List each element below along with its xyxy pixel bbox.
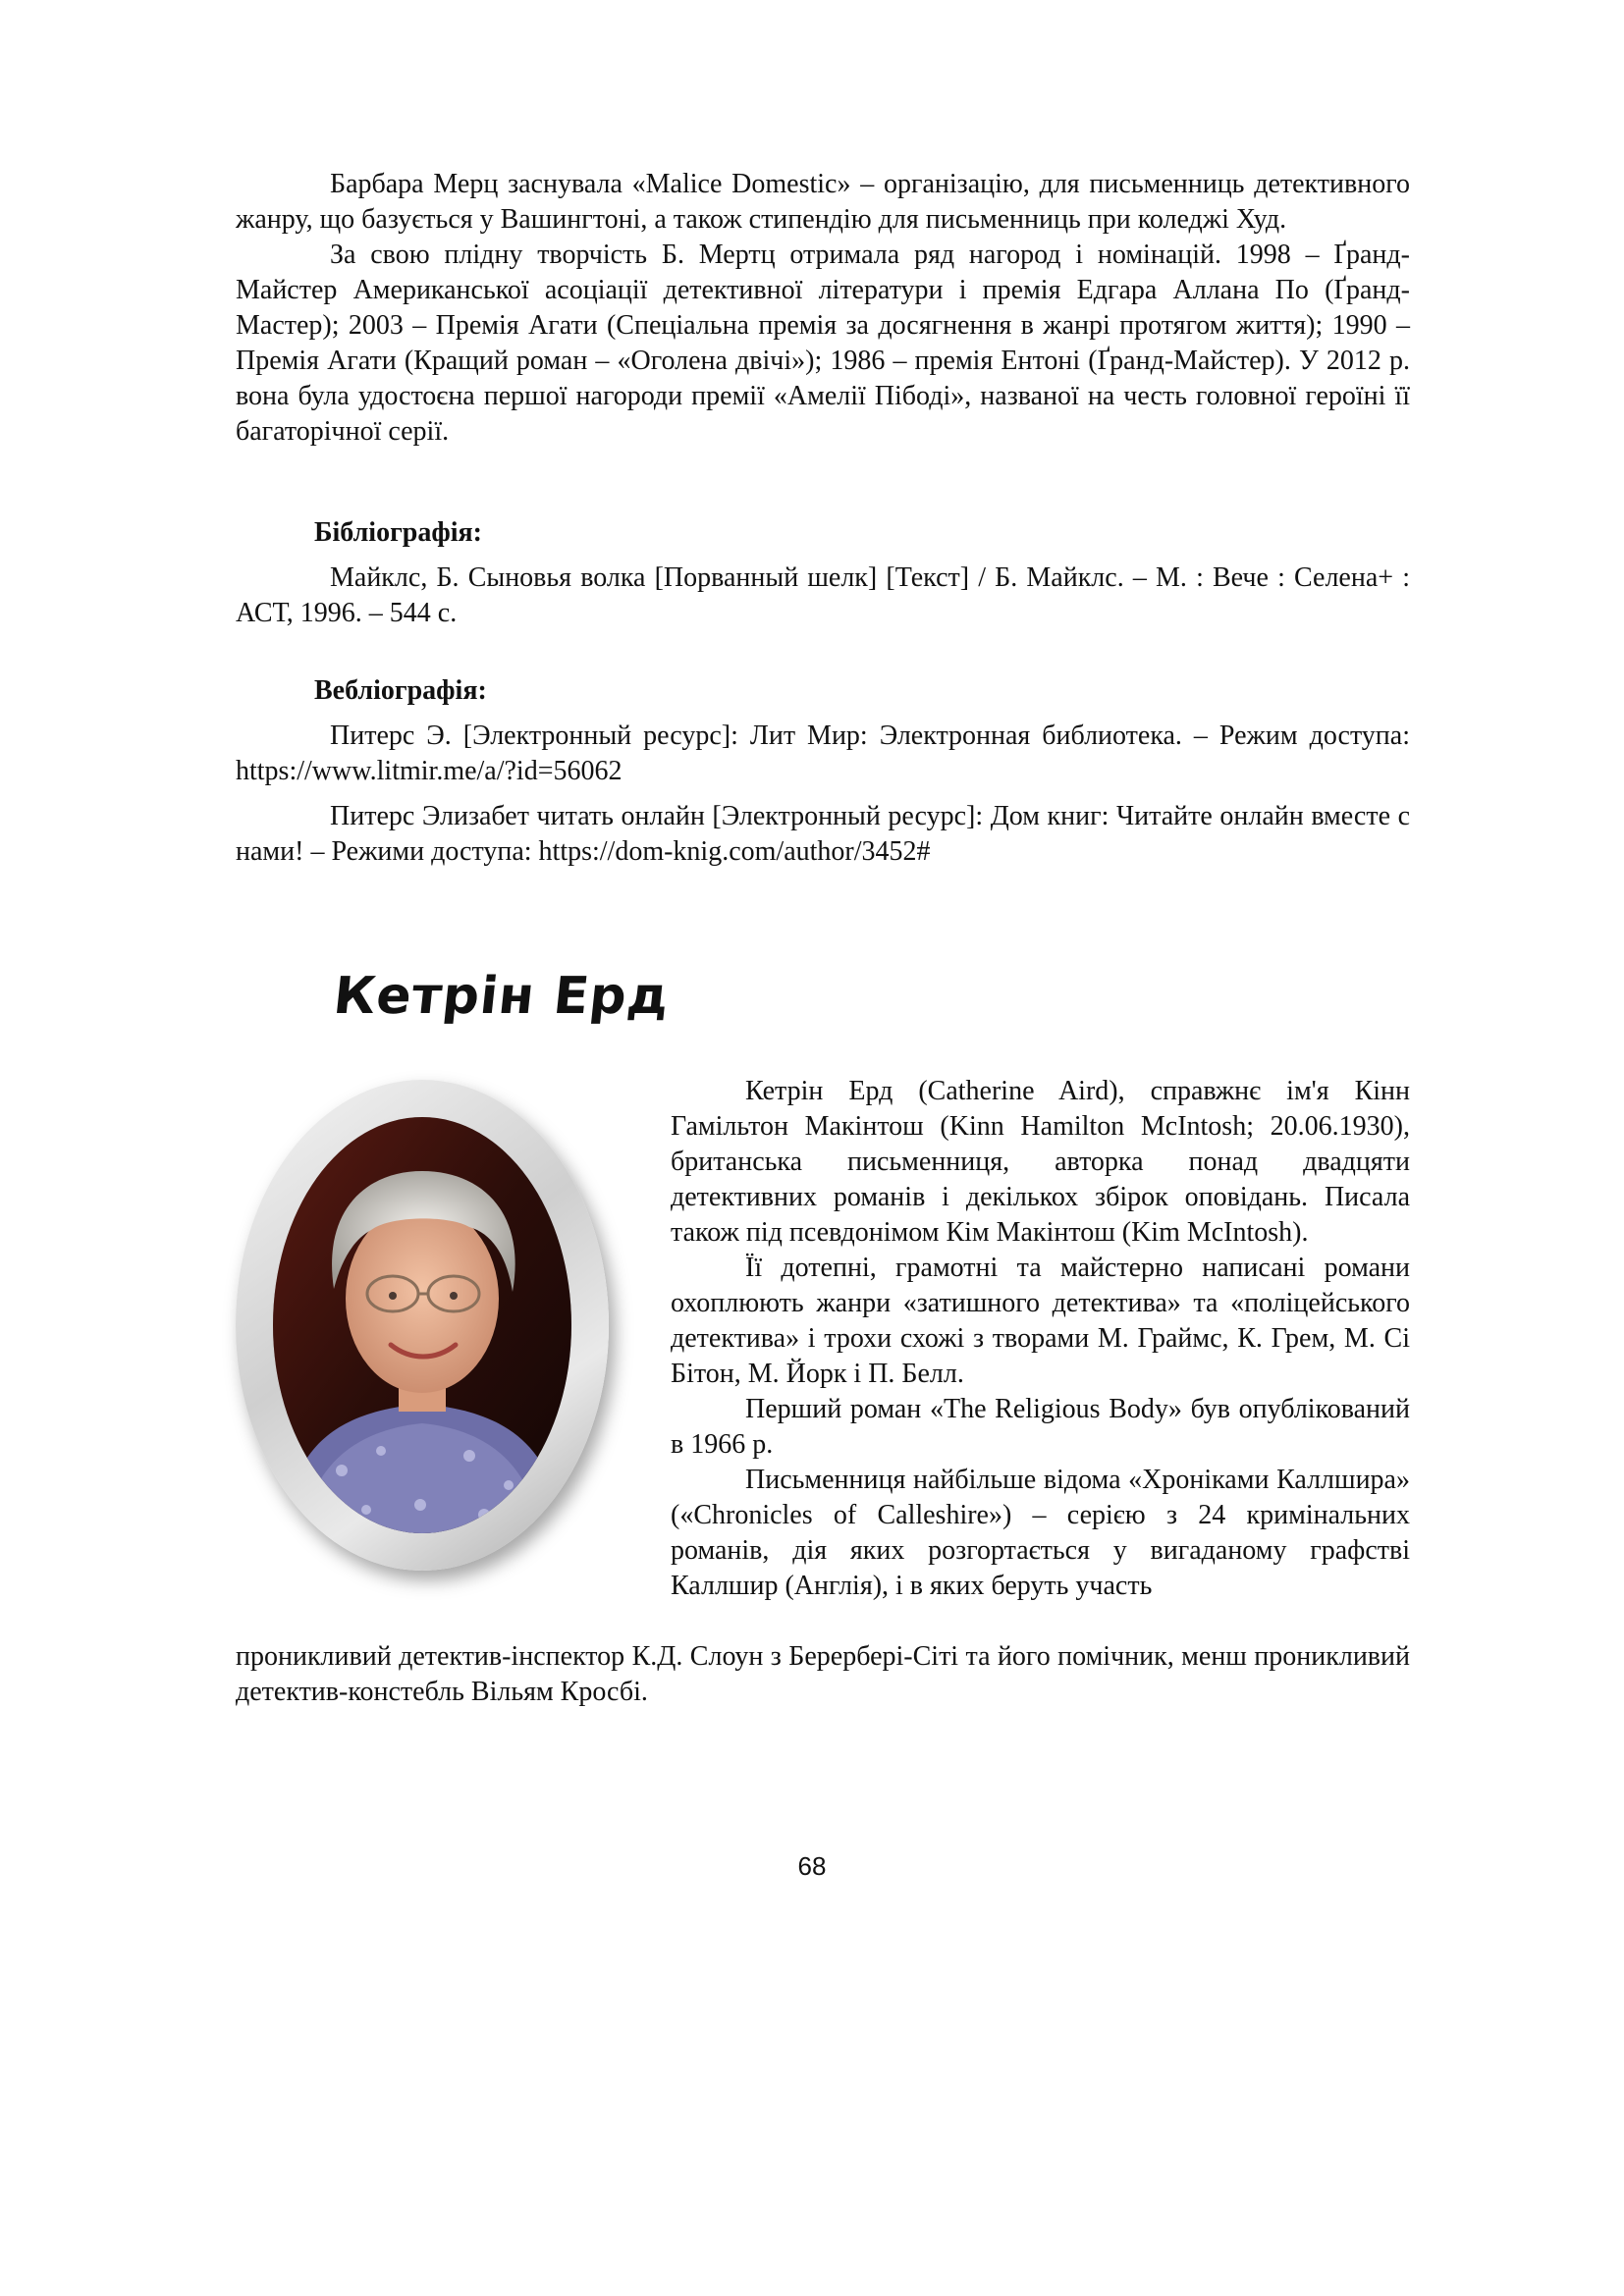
bio-continuation: [236, 1639, 1410, 1710]
paragraph-malice-domestic: Барбара Мерц заснувала «Malice Domestic» – організацію, для письменниць детективного жанру, що базується у Вашингтоні, а також стипендію для письменниць при коледжі Худ.: [236, 169, 1410, 235]
author-bio-wrapped-text: [671, 1074, 1410, 1604]
webliography-heading: Вебліографія:: [314, 675, 487, 706]
paragraph-awards: За свою плідну творчість Б. Мертц отримала ряд нагород і номінацій. 1998 – Ґранд-Майстер Американської асоціації детективної літератури і премія Едгара Аллана По (Ґранд-Мастер); 2003 – Премія Агати (Спеціальна премія за досягнення в жанрі протягом життя); 1990 – Премія Агати (Кращий роман – «Оголена двічі»); 1986 – премія Ентоні (Ґранд-Майстер). У 2012 р. вона була удостоєна першої нагороди премії «Амелії Пібоді», названої на честь головної героїні її багаторічної серії.: [236, 240, 1410, 447]
webliography-entry: Питерс Элизабет читать онлайн [Электронный ресурс]: Дом книг: Читайте онлайн вместе с нами! – Режими доступа: https://dom-knig.com/author/3452#: [236, 801, 1410, 867]
intro-block: [236, 167, 1410, 450]
bibliography-entry: Майклс, Б. Сыновья волка [Порванный шелк] [Текст] / Б. Майклс. – М. : Вече : Селена+ : АСТ, 1996. – 544 с.: [236, 562, 1410, 628]
bio-paragraph-continuation: проникливий детектив-інспектор К.Д. Слоун з Берербері-Сіті та його помічник, менш проникливий детектив-констебль Вільям Кросбі.: [236, 1641, 1410, 1707]
bibliography-heading: Бібліографія:: [314, 517, 482, 548]
bio-paragraph: Її дотепні, грамотні та майстерно написані романи охоплюють жанри «затишного детектива» та «поліцейського детектива» і трохи схожі з творами М. Граймс, К. Грем, М. Сі Бітон, М. Йорк і П. Белл.: [671, 1253, 1410, 1389]
webliography-section: [236, 673, 1410, 870]
bibliography-section: [236, 515, 1410, 631]
author-photo: [273, 1117, 571, 1533]
author-portrait: [236, 1080, 609, 1571]
section-title: Кетрін Ерд: [330, 967, 673, 1026]
webliography-entry: Питерс Э. [Электронный ресурс]: Лит Мир: Электронная библиотека. – Режим доступа: https://www.litmir.me/a/?id=56062: [236, 721, 1410, 786]
bio-paragraph: Кетрін Ерд (Catherine Aird), справжнє ім'я Кінн Гамільтон Макінтош (Kinn Hamilton McIntosh; 20.06.1930), британська письменниця, авторка понад двадцяти детективних романів і декількох збірок оповідань. Писала також під псевдонімом Кім Макінтош (Kim McIntosh).: [671, 1076, 1410, 1248]
bio-paragraph: Перший роман «The Religious Body» був опублікований в 1966 р.: [671, 1394, 1410, 1460]
bio-paragraph: Письменниця найбільше відома «Хроніками Каллшира» («Chronicles of Calleshire») – серією з 24 кримінальних романів, дія яких розгортається у вигаданому графстві Каллшир (Англія), і в яких беруть участь: [671, 1465, 1410, 1601]
page-number: 68: [797, 1851, 827, 1881]
